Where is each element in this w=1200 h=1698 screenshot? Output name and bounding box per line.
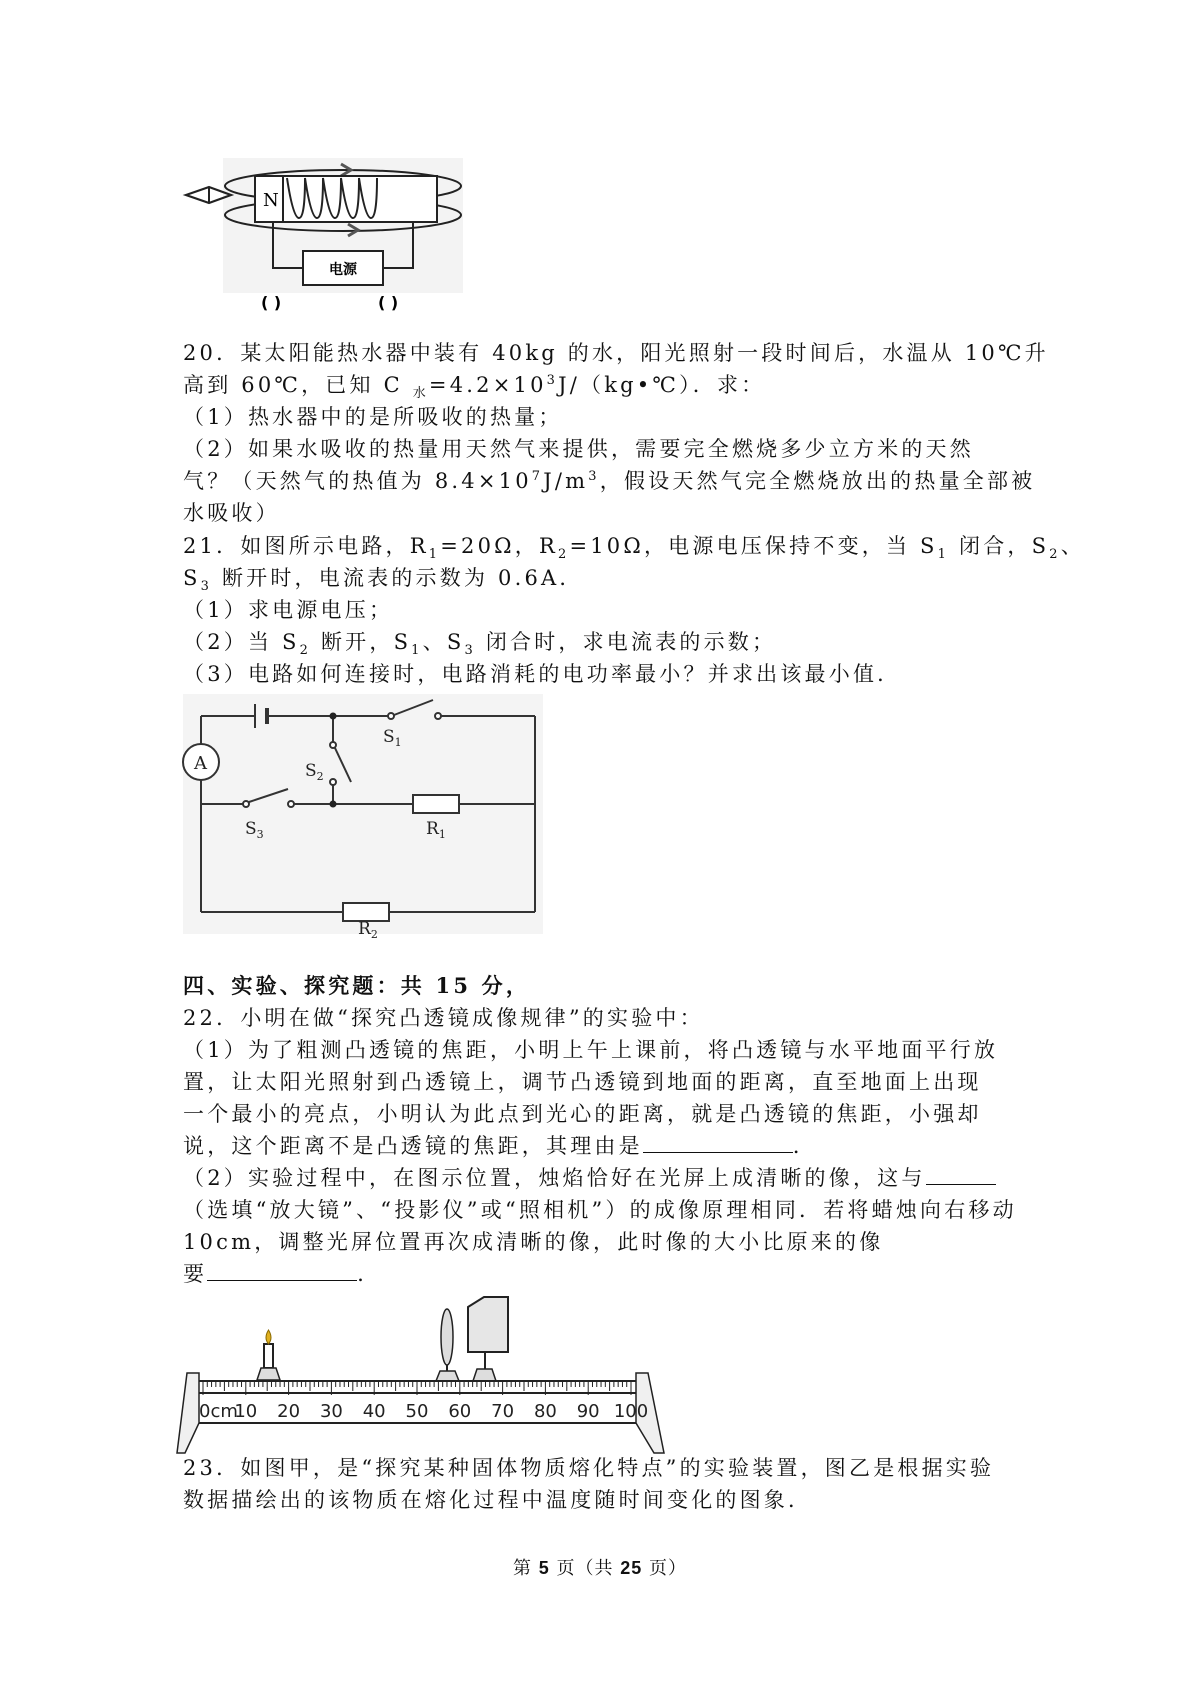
q20-line-6: 水吸收） [183, 501, 280, 525]
answer-blank[interactable] [207, 1260, 357, 1281]
solenoid-figure [183, 158, 473, 323]
answer-blank[interactable] [926, 1164, 996, 1185]
svg-text:R1: $R_1$ [426, 819, 446, 841]
q23-line-2: 数据描绘出的该物质在熔化过程中温度随时间变化的图象． [183, 1488, 813, 1512]
q20-line-5: 气？（天然气的热值为 $8.4\times 10^7J/m^3$，假设天然气完全燃烧放出的热量全部被 [183, 469, 1036, 493]
q22-line-1: 22．小明在做“探究凸透镜成像规律”的实验中： [183, 1006, 704, 1030]
q21-line-2: $S_3$ 断开时，电流表的示数为 0.6A． [183, 566, 584, 595]
q22-line-6: （2）实验过程中，在图示位置，烛焰恰好在光屏上成清晰的像，这与 [183, 1162, 1033, 1194]
s1-label: S [383, 727, 395, 747]
q22-line-4: 一个最小的亮点，小明认为此点到光心的距离，就是凸透镜的焦距，小强却 [183, 1102, 982, 1126]
svg-text:R2: $R_2$ [358, 919, 378, 941]
power-source-label: 电源 [329, 262, 357, 278]
q21-line-4: （2）当 $S_2$ 断开，$S_1$、$S_3$ 闭合时，求电流表的示数； [183, 630, 777, 659]
q20-line-4: （2）如果水吸收的热量用天然气来提供，需要完全燃烧多少立方米的天然 [183, 437, 974, 461]
s2-label: S [305, 761, 317, 781]
q22-line-5: 说，这个距离不是凸透镜的焦距，其理由是 ． [183, 1134, 818, 1158]
circuit-diagram [183, 694, 543, 941]
r2-label: R [358, 919, 371, 939]
flame-icon [266, 1330, 271, 1344]
q20-line-3: （1）热水器中的是所吸收的热量； [183, 405, 563, 429]
light-screen-icon [468, 1297, 508, 1352]
q22-line-7: （选填“放大镜”、“投影仪”或“照相机”）的成像原理相同．若将蜡烛向右移动 [183, 1198, 1017, 1222]
q22-line-2: （1）为了粗测凸透镜的焦距，小明上午上课前，将凸透镜与水平地面平行放 [183, 1038, 999, 1062]
optical-bench-figure [183, 1297, 713, 1447]
candle-icon [264, 1344, 273, 1368]
bench-tick-label: 90 [576, 1401, 600, 1422]
answer-bracket-left: ( ) [261, 293, 282, 312]
q20-line-2: 高到 60℃，已知 C $_水=4.2\times 10^3J/(kg•℃)$．求： [183, 373, 766, 402]
answer-bracket-right: ( ) [378, 293, 399, 312]
bench-tick-label: 40 [362, 1401, 386, 1422]
bench-tick-label: 10 [234, 1401, 258, 1422]
q21-line-5: （3）电路如何连接时，电路消耗的电功率最小？并求出该最小值． [183, 662, 902, 686]
total-pages: 25 [620, 1558, 643, 1578]
s3-label: S [245, 819, 257, 839]
answer-blank[interactable] [643, 1132, 793, 1153]
svg-text:S1: $S_1$ [383, 727, 402, 749]
q21-line-3: （1）求电源电压； [183, 598, 394, 622]
bench-tick-label: 60 [448, 1401, 472, 1422]
q23-line-1: 23．如图甲，是“探究某种固体物质熔化特点”的实验装置，图乙是根据实验 [183, 1456, 995, 1480]
bench-tick-label: 70 [491, 1401, 515, 1422]
pole-label: N [263, 190, 279, 211]
q22-line-9: 要 ． [183, 1262, 382, 1286]
bench-tick-label: 50 [405, 1401, 429, 1422]
q22-line-3: 置，让太阳光照射到凸透镜上，调节凸透镜到地面的距离，直至地面上出现 [183, 1070, 982, 1094]
svg-text:S3: $S_3$ [245, 819, 264, 841]
bench-tick-label: 30 [319, 1401, 343, 1422]
q21-line-1: 21．如图所示电路，$R_1=20\Omega$，$R_2=10\Omega$，电源电压保持不变，当 $S_1$ 闭合，$S_2$、 [183, 534, 1085, 563]
q22-line-8: 10cm，调整光屏位置再次成清晰的像，此时像的大小比原来的像 [183, 1230, 884, 1254]
svg-text:S2: $S_2$ [305, 761, 324, 783]
section-heading: 四、实验、探究题：共 15 分， [183, 973, 531, 998]
page-footer: 第 5 页（共 25 页） [513, 1558, 687, 1579]
bench-tick-label: 20 [277, 1401, 301, 1422]
bench-tick-label: 0cm [199, 1401, 238, 1422]
lens-icon [441, 1309, 453, 1365]
r1-label: R [426, 819, 439, 839]
q20-line-1: 20．某太阳能热水器中装有 40kg 的水，阳光照射一段时间后，水温从 10℃升 [183, 341, 1049, 365]
bench-tick-label: 100 [613, 1401, 649, 1422]
page-number: 5 [538, 1558, 550, 1578]
bench-tick-label: 80 [533, 1401, 557, 1422]
ammeter-label: A [194, 753, 207, 774]
